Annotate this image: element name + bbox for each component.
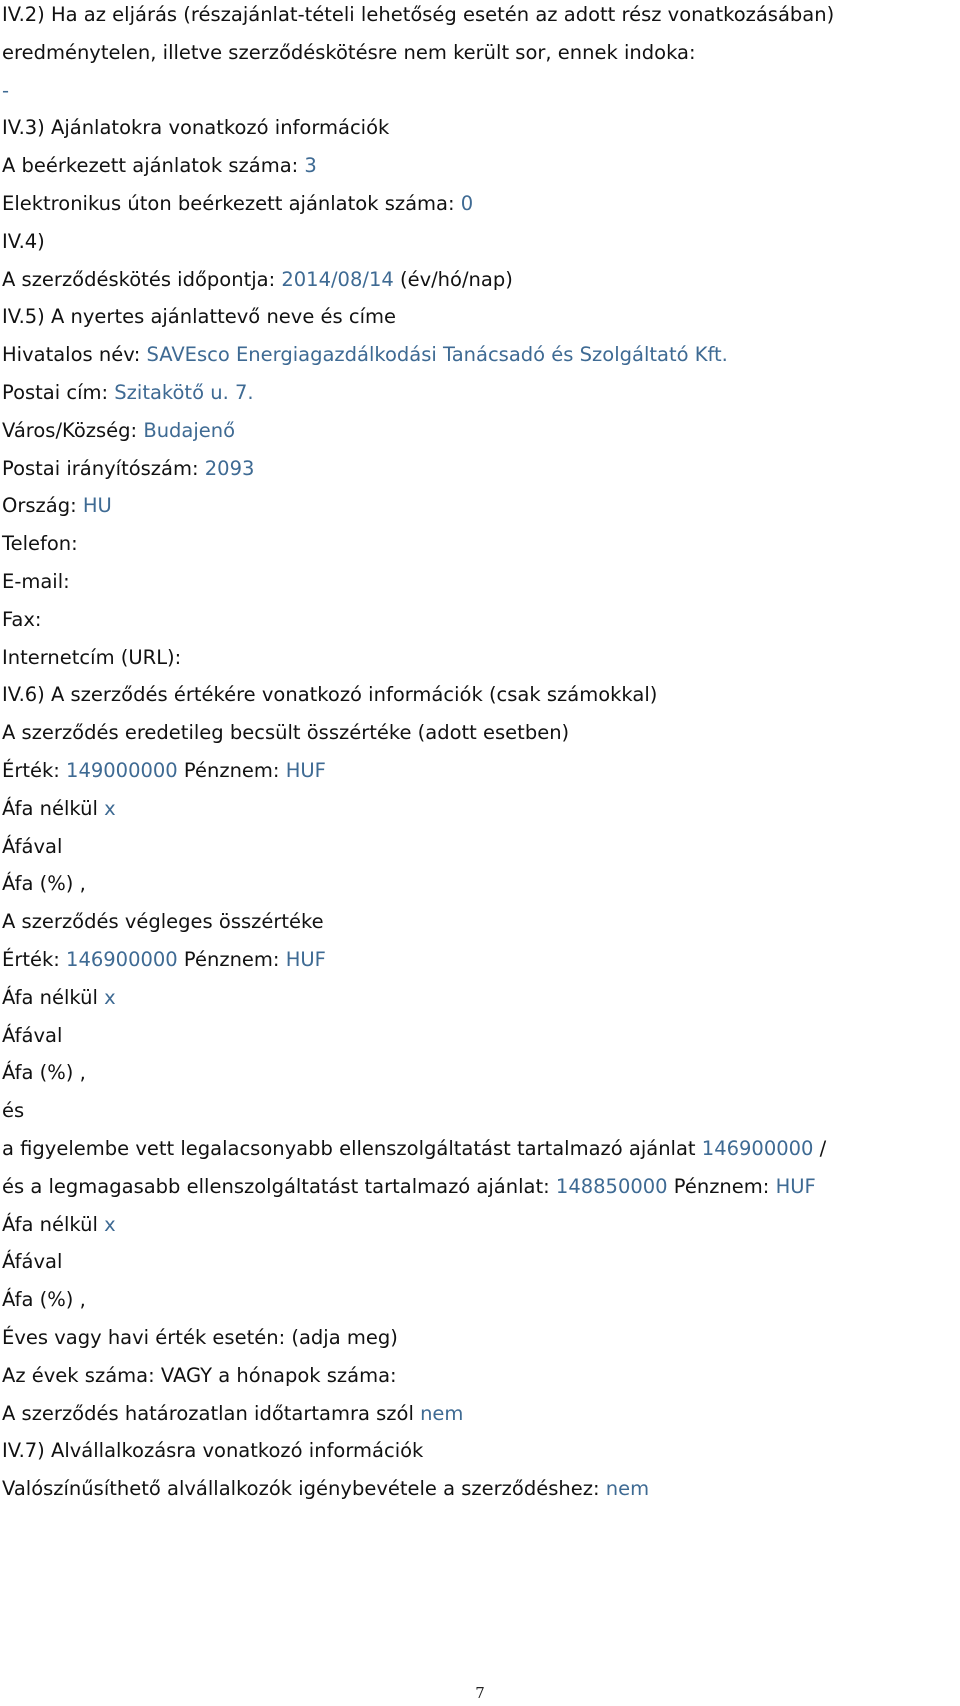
- document-line: [2, 871, 86, 897]
- line-label: Internetcím (URL):: [2, 645, 182, 669]
- document-line: [2, 342, 728, 368]
- document-line: [2, 1136, 826, 1162]
- document-line: [2, 267, 513, 293]
- line-label: Ország:: [2, 494, 83, 518]
- document-line: [2, 985, 116, 1011]
- line-value: 148850000: [555, 1174, 668, 1198]
- document-line: [2, 1174, 816, 1200]
- line-label: A szerződéskötés időpontja:: [2, 267, 282, 291]
- line-label: eredménytelen, illetve szerződéskötésre nem került sor, ennek indoka:: [2, 40, 696, 64]
- line-label: Az évek száma: VAGY a hónapok száma:: [2, 1363, 397, 1387]
- document-line: [2, 191, 473, 217]
- line-label: és a legmagasabb ellenszolgáltatást tartalmazó ajánlat:: [2, 1174, 556, 1198]
- line-value: HU: [82, 494, 112, 518]
- line-label: IV.2) Ha az eljárás (részajánlat-tételi lehetőség esetén az adott rész vonatkozásában): [2, 3, 835, 26]
- line-label: Elektronikus úton beérkezett ajánlatok száma:: [2, 192, 461, 215]
- document-line: [2, 720, 569, 746]
- line-label: Pénznem:: [177, 948, 286, 971]
- document-line: [2, 304, 396, 330]
- document-line: [2, 569, 70, 595]
- document-line: [2, 229, 45, 255]
- line-label: A beérkezett ajánlatok száma:: [2, 154, 305, 178]
- line-value: 3: [304, 154, 317, 178]
- document-line: [2, 1060, 86, 1086]
- line-label: Áfa (%) ,: [2, 872, 86, 896]
- document-line: [2, 1287, 86, 1313]
- line-value: -: [2, 78, 10, 102]
- line-label: /: [813, 1137, 827, 1160]
- document-line: [2, 607, 42, 633]
- line-value: SAVEsco Energiagazdálkodási Tanácsadó és Szolgáltató Kft.: [146, 343, 728, 367]
- document-line: [2, 796, 116, 822]
- document-line: [2, 1401, 463, 1427]
- line-value: Budajenő: [143, 418, 236, 442]
- line-label: Valószínűsíthető alvállalkozók igénybevétele a szerződéshez:: [2, 1477, 606, 1501]
- line-label: Áfa nélkül: [2, 1212, 105, 1236]
- line-label: Áfával: [2, 834, 63, 858]
- line-label: a figyelembe vett legalacsonyabb ellenszolgáltatást tartalmazó ajánlat: [2, 1137, 702, 1160]
- line-label: Áfa (%) ,: [2, 1061, 86, 1085]
- line-value: 2014/08/14: [281, 267, 394, 291]
- line-value: 146900000: [701, 1137, 814, 1160]
- document-line: [2, 1325, 398, 1351]
- document-line: [2, 1363, 397, 1389]
- line-label: Pénznem:: [667, 1174, 776, 1198]
- line-label: IV.5) A nyertes ajánlattevő neve és címe: [2, 305, 397, 329]
- document-line: [2, 1212, 116, 1238]
- line-label: Város/Község:: [2, 418, 144, 442]
- document-line: [2, 1476, 649, 1502]
- line-label: Áfa nélkül: [2, 796, 105, 820]
- line-label: IV.6) A szerződés értékére vonatkozó információk (csak számokkal): [2, 683, 658, 707]
- line-label: (év/hó/nap): [393, 267, 513, 291]
- line-value: HUF: [285, 948, 326, 971]
- document-line: [2, 493, 112, 519]
- line-label: IV.4): [2, 229, 45, 253]
- line-label: A szerződés végleges összértéke: [2, 910, 324, 934]
- line-label: E-mail:: [2, 570, 70, 593]
- line-value: x: [104, 796, 116, 820]
- line-label: Postai cím:: [2, 381, 115, 404]
- line-value: 146900000: [66, 948, 178, 971]
- document-line: [2, 78, 9, 104]
- line-label: A szerződés eredetileg becsült összértéke (adott esetben): [2, 721, 570, 745]
- line-label: Érték:: [2, 759, 67, 782]
- line-label: Éves vagy havi érték esetén: (adja meg): [2, 1326, 398, 1349]
- document-line: [2, 1098, 24, 1124]
- document-line: [2, 909, 324, 935]
- line-value: 0: [460, 192, 474, 215]
- document-line: [2, 380, 254, 406]
- document-line: [2, 1249, 62, 1275]
- line-value: 149000000: [66, 759, 178, 782]
- document-line: [2, 1438, 423, 1464]
- line-label: Érték:: [2, 948, 67, 971]
- line-label: IV.7) Alvállalkozásra vonatkozó információk: [2, 1439, 424, 1463]
- document-line: [2, 115, 389, 141]
- line-value: HUF: [285, 759, 326, 782]
- document-line: [2, 645, 181, 671]
- document-line: [2, 456, 254, 482]
- line-label: és: [2, 1099, 25, 1123]
- line-label: Áfával: [2, 1250, 63, 1274]
- document-line: [2, 531, 78, 557]
- document-line: [2, 682, 657, 708]
- line-label: Pénznem:: [177, 759, 286, 782]
- line-label: A szerződés határozatlan időtartamra szól: [2, 1401, 421, 1425]
- line-label: Postai irányítószám:: [2, 456, 205, 480]
- document-line: [2, 2, 834, 28]
- line-value: x: [104, 985, 116, 1009]
- line-label: Telefon:: [2, 532, 78, 556]
- line-value: nem: [605, 1477, 650, 1501]
- line-label: Áfa (%) ,: [2, 1288, 86, 1312]
- document-line: [2, 947, 326, 973]
- document-line: [2, 758, 326, 784]
- line-label: Áfa nélkül: [2, 985, 105, 1009]
- line-label: Hivatalos név:: [2, 343, 147, 367]
- line-value: 2093: [204, 456, 255, 480]
- document-line: [2, 418, 235, 444]
- line-label: Áfával: [2, 1023, 63, 1047]
- document-line: [2, 40, 696, 66]
- line-label: Fax:: [2, 607, 42, 631]
- document-line: [2, 1023, 62, 1049]
- line-value: Szitakötő u. 7.: [114, 381, 254, 404]
- line-label: IV.3) Ajánlatokra vonatkozó információk: [2, 116, 390, 140]
- line-value: nem: [420, 1401, 464, 1425]
- document-line: [2, 153, 317, 179]
- document-line: [2, 834, 62, 860]
- line-value: x: [104, 1212, 116, 1236]
- line-value: HUF: [775, 1174, 816, 1198]
- page-number: 7: [475, 1684, 485, 1702]
